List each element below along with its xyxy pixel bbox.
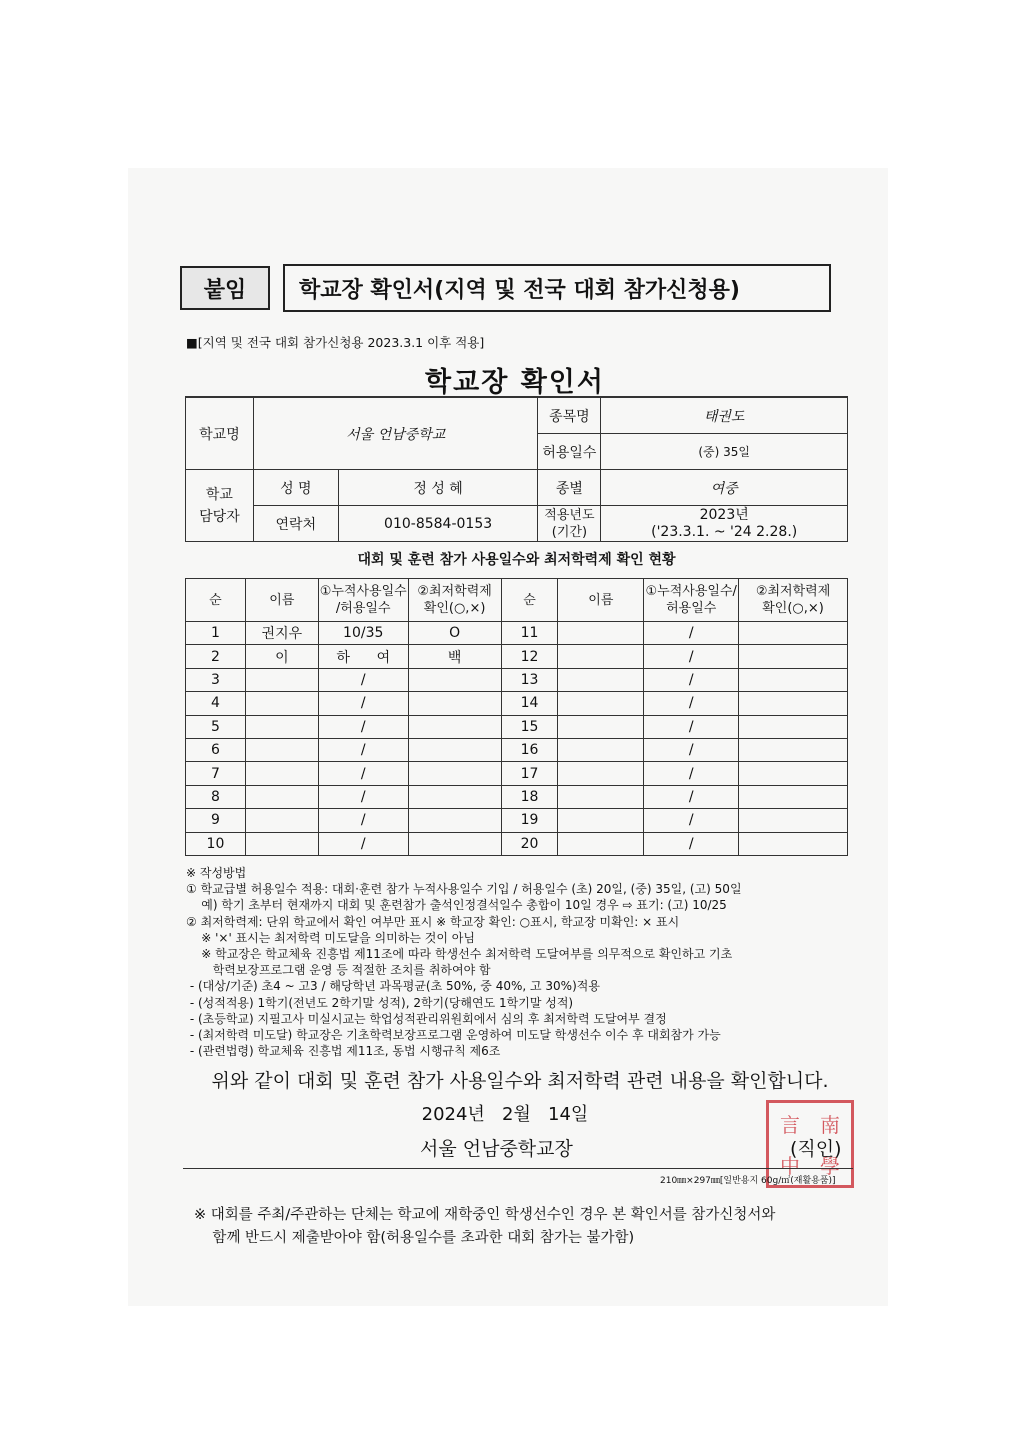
year-value: 2023년 ('23.3.1. ~ '24 2.28.)	[601, 506, 848, 542]
row-days: /	[318, 832, 408, 855]
row-seq: 19	[501, 809, 558, 832]
row-seq: 14	[501, 692, 558, 715]
method-line: - (관련법령) 학교체육 진흥법 제11조, 동법 시행규칙 제6조	[186, 1044, 501, 1059]
row-academic	[739, 622, 848, 645]
table-row	[186, 738, 848, 761]
row-academic	[739, 715, 848, 738]
method-line: - (대상/기준) 초4 ~ 고3 / 해당학년 과목평균(초 50%, 중 40%, 고 30%)적용	[186, 979, 600, 994]
method-line: 예) 학기 초부터 현재까지 대회 및 훈련참가 출석인정결석일수 총합이 10일 경우 ⇨ 표기: (고) 10/25	[186, 898, 727, 913]
seal-label: (직인)	[790, 1138, 842, 1160]
row-days: /	[318, 668, 408, 691]
col-days-right: ①누적사용일수/ 허용일수	[644, 579, 739, 622]
col-name-left: 이름	[245, 579, 318, 622]
row-academic	[739, 809, 848, 832]
row-days: /	[318, 715, 408, 738]
row-name	[558, 622, 644, 645]
row-days: /	[644, 645, 739, 668]
row-name	[245, 785, 318, 808]
row-seq: 2	[186, 645, 246, 668]
row-name	[245, 809, 318, 832]
row-days: /	[318, 785, 408, 808]
row-days: /	[318, 738, 408, 761]
table-row	[186, 668, 848, 691]
row-academic	[408, 738, 501, 761]
row-days: /	[318, 692, 408, 715]
row-academic	[739, 738, 848, 761]
row-academic	[408, 692, 501, 715]
allowed-label: 허용일수	[538, 434, 601, 470]
row-name	[245, 668, 318, 691]
row-name	[558, 785, 644, 808]
row-days: /	[318, 762, 408, 785]
row-academic	[739, 832, 848, 855]
col-seq-right: 순	[501, 579, 558, 622]
row-seq: 12	[501, 645, 558, 668]
method-line: ※ '×' 표시는 최저학력 미도달을 의미하는 것이 아님	[186, 930, 475, 945]
row-academic	[408, 668, 501, 691]
contact-value: 010-8584-0153	[338, 506, 538, 542]
row-name	[558, 692, 644, 715]
row-name	[558, 809, 644, 832]
event-label: 종목명	[538, 397, 601, 434]
row-days: /	[644, 622, 739, 645]
school-value: 서울 언남중학교	[253, 397, 538, 470]
row-academic	[408, 809, 501, 832]
confirm-statement: 위와 같이 대회 및 훈련 참가 사용일수와 최저학력 관련 내용을 확인합니다.	[211, 1070, 829, 1092]
row-days: /	[644, 785, 739, 808]
row-days: /	[644, 738, 739, 761]
row-seq: 11	[501, 622, 558, 645]
table-row	[186, 785, 848, 808]
row-days: /	[644, 692, 739, 715]
row-days: /	[644, 668, 739, 691]
row-name	[558, 832, 644, 855]
col-name-right: 이름	[558, 579, 644, 622]
row-seq: 18	[501, 785, 558, 808]
row-seq: 3	[186, 668, 246, 691]
status-title: 대회 및 훈련 참가 사용일수와 최저학력제 확인 현황	[357, 552, 676, 568]
row-days: /	[318, 809, 408, 832]
row-seq: 9	[186, 809, 246, 832]
row-academic	[408, 832, 501, 855]
table-row	[186, 832, 848, 855]
row-seq: 16	[501, 738, 558, 761]
row-academic	[739, 668, 848, 691]
method-line: ① 학교급별 허용일수 적용: 대회·훈련 참가 누적사용일수 기입 / 허용일수 (초) 20일, (중) 35일, (고) 50일	[186, 882, 742, 897]
writing-methods	[186, 865, 856, 1059]
row-seq: 7	[186, 762, 246, 785]
table-row	[186, 809, 848, 832]
table-row	[186, 692, 848, 715]
row-seq: 6	[186, 738, 246, 761]
row-name	[245, 715, 318, 738]
row-academic	[739, 762, 848, 785]
row-seq: 13	[501, 668, 558, 691]
attachment-tag: 붙임	[180, 266, 270, 310]
method-line: ※ 작성방법	[186, 866, 247, 880]
row-name	[245, 832, 318, 855]
row-seq: 17	[501, 762, 558, 785]
row-name: 이	[245, 645, 318, 668]
row-name	[558, 738, 644, 761]
info-table	[185, 396, 848, 542]
row-seq: 4	[186, 692, 246, 715]
name-value: 정 성 혜	[338, 470, 538, 506]
method-line: 학력보장프로그램 운영 등 적절한 조치를 취하여야 함	[186, 963, 491, 978]
row-name	[245, 738, 318, 761]
gender-label: 종별	[538, 470, 601, 506]
row-seq: 10	[186, 832, 246, 855]
row-academic	[408, 785, 501, 808]
method-line: - (최저학력 미도달) 학교장은 기초학력보장프로그램 운영하여 미도달 학생선수 이수 후 대회참가 가능	[186, 1028, 721, 1043]
seal-char: 言	[780, 1113, 800, 1137]
contact-label: 연락처	[253, 506, 338, 542]
row-seq: 15	[501, 715, 558, 738]
row-academic	[408, 715, 501, 738]
method-line: - (성적적용) 1학기(전년도 2학기말 성적), 2학기(당해연도 1학기말 성적)	[186, 995, 574, 1010]
row-name	[558, 668, 644, 691]
staff-label: 학교 담당자	[186, 470, 254, 542]
row-days: /	[644, 762, 739, 785]
school-label: 학교명	[186, 397, 254, 470]
row-days: 하 여	[318, 645, 408, 668]
row-seq: 20	[501, 832, 558, 855]
allowed-value: (중) 35일	[601, 434, 848, 470]
row-days: /	[644, 715, 739, 738]
row-academic	[739, 645, 848, 668]
row-days: /	[644, 809, 739, 832]
row-days: /	[644, 832, 739, 855]
principal-name: 서울 언남중학교장	[420, 1138, 573, 1160]
row-name	[558, 762, 644, 785]
gender-value: 여중	[601, 470, 848, 506]
event-value: 태권도	[601, 397, 848, 434]
row-academic	[739, 692, 848, 715]
method-line: ※ 학교장은 학교체육 진흥법 제11조에 따라 학생선수 최저학력 도달여부를 의무적으로 확인하고 기초	[186, 947, 733, 962]
paper-spec: 210㎜×297㎜[일반용지 60g/㎡(재활용품)]	[660, 1176, 836, 1186]
header-title: 학교장 확인서(지역 및 전국 대회 참가신청용)	[283, 264, 831, 312]
row-seq: 5	[186, 715, 246, 738]
row-academic	[739, 785, 848, 808]
row-name	[558, 645, 644, 668]
seal-char: 中	[780, 1154, 800, 1178]
table-row	[186, 762, 848, 785]
col-academic-right: ②최저학력제 확인(○,×)	[739, 579, 848, 622]
row-days: 10/35	[318, 622, 408, 645]
row-name	[245, 692, 318, 715]
divider	[183, 1168, 853, 1169]
name-label: 성 명	[253, 470, 338, 506]
seal-char: 學	[820, 1154, 840, 1178]
table-row	[186, 622, 848, 645]
seal-char: 南	[820, 1113, 840, 1137]
row-name	[245, 762, 318, 785]
table-row	[186, 645, 848, 668]
row-seq: 8	[186, 785, 246, 808]
col-days-left: ①누적사용일수 /허용일수	[318, 579, 408, 622]
year-label: 적용년도 (기간)	[538, 506, 601, 542]
issue-date: 2024년 2월 14일	[421, 1104, 589, 1125]
applies-note: ■[지역 및 전국 대회 참가신청용 2023.3.1 이후 적용]	[186, 335, 485, 350]
table-row	[186, 715, 848, 738]
doc-title: 학교장 확인서	[425, 367, 605, 398]
row-name: 권지우	[245, 622, 318, 645]
footnote: ※ 대회를 주최/주관하는 단체는 학교에 재학중인 학생선수인 경우 본 확인서를 참가신청서와 함께 반드시 제출받아야 함(허용일수를 초과한 대회 참가는 불가함)	[194, 1207, 776, 1246]
col-seq-left: 순	[186, 579, 246, 622]
col-academic-left: ②최저학력제 확인(○,×)	[408, 579, 501, 622]
row-academic: O	[408, 622, 501, 645]
method-line: ② 최저학력제: 단위 학교에서 확인 여부만 표시 ※ 학교장 확인: ○표시, 학교장 미확인: × 표시	[186, 914, 680, 929]
row-academic: 백	[408, 645, 501, 668]
method-line: - (초등학교) 지필고사 미실시교는 학업성적관리위원회에서 심의 후 최저학력 도달여부 결정	[186, 1011, 667, 1026]
row-name	[558, 715, 644, 738]
row-academic	[408, 762, 501, 785]
status-table	[185, 578, 848, 856]
row-seq: 1	[186, 622, 246, 645]
